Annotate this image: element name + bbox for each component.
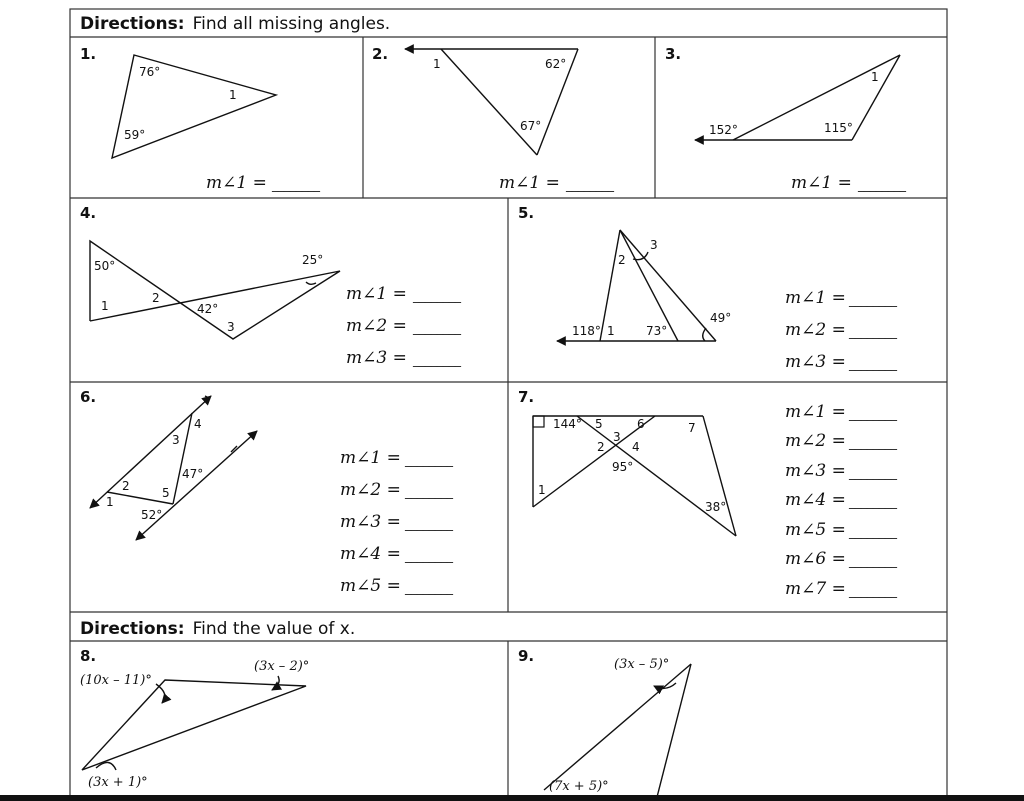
expression-label: (10x – 11)°: [80, 673, 152, 688]
angle-label: 5: [162, 486, 170, 500]
angle-label: 59°: [124, 128, 146, 142]
angle-label: 62°: [545, 57, 567, 71]
triangle-side: [544, 664, 691, 790]
answer-blank[interactable]: ________: [849, 466, 897, 480]
answer-blank[interactable]: ________: [272, 178, 320, 192]
answer-label: m∠2 =: [340, 480, 401, 500]
problem-number: 3.: [665, 45, 682, 63]
answer-blank[interactable]: ________: [413, 289, 461, 303]
answer-blank[interactable]: ________: [405, 549, 453, 563]
problem-8: [80, 647, 309, 790]
answer-label: m∠1 =: [785, 402, 846, 422]
directions-heading-2: [80, 619, 355, 639]
angle-arrow: [156, 684, 165, 703]
angle-label: 3: [172, 433, 180, 447]
problem-4: [80, 204, 462, 368]
answer-blank[interactable]: ________: [849, 293, 897, 307]
answer-blank[interactable]: ________: [413, 353, 461, 367]
angle-label: 1: [106, 495, 114, 509]
angle-label: 2: [152, 291, 160, 305]
problem-number: 8.: [80, 647, 97, 665]
angle-label: 76°: [139, 65, 161, 79]
angle-label: 4: [194, 417, 202, 431]
answer-blank[interactable]: ________: [849, 357, 897, 371]
answer-blank[interactable]: ________: [413, 321, 461, 335]
answer-blank[interactable]: ________: [849, 495, 897, 509]
angle-label: 52°: [141, 508, 163, 522]
answer-blank[interactable]: ________: [566, 178, 614, 192]
answer-blank[interactable]: ________: [849, 436, 897, 450]
angle-label: 47°: [182, 467, 204, 481]
problem-number: 7.: [518, 388, 535, 406]
answer-blank[interactable]: ________: [849, 525, 897, 539]
angle-label: 3: [650, 238, 658, 252]
problem-2: [372, 45, 615, 193]
angle-label: 1: [871, 70, 879, 84]
answer-blank[interactable]: ________: [405, 517, 453, 531]
angle-label: 49°: [710, 311, 732, 325]
answer-label: m∠2 =: [346, 316, 407, 336]
answer-label: m∠4 =: [340, 544, 401, 564]
triangle-side: [733, 55, 900, 140]
angle-label: 25°: [302, 253, 324, 267]
angle-label: 115°: [824, 121, 853, 135]
directions-text: Find the value of x.: [192, 619, 356, 639]
problem-number: 5.: [518, 204, 535, 222]
problem-number: 9.: [518, 647, 535, 665]
answer-label: m∠5 =: [785, 520, 846, 540]
parallel-line: [90, 396, 211, 508]
figure-diagonal: [577, 416, 736, 536]
angle-label: 5: [595, 417, 603, 431]
problem-1: [80, 45, 321, 193]
angle-label: 2: [597, 440, 605, 454]
angle-label: 50°: [94, 259, 116, 273]
problem-6: [80, 388, 454, 596]
answer-label: m∠3 =: [785, 352, 846, 372]
angle-label: 2: [618, 253, 626, 267]
angle-label: 4: [632, 440, 640, 454]
answer-label: m∠1 =: [206, 173, 267, 193]
problem-9: [518, 647, 691, 801]
problem-number: 2.: [372, 45, 389, 63]
angle-label: 3: [613, 430, 621, 444]
answer-blank[interactable]: ________: [849, 407, 897, 421]
problem-number: 4.: [80, 204, 97, 222]
answer-blank[interactable]: ________: [849, 584, 897, 598]
angle-label: 6: [637, 417, 645, 431]
answer-label: m∠6 =: [785, 549, 846, 569]
triangle-side: [441, 49, 537, 155]
answer-label: m∠3 =: [785, 461, 846, 481]
answer-blank[interactable]: ________: [405, 485, 453, 499]
answer-label: m∠4 =: [785, 490, 846, 510]
answer-label: m∠5 =: [340, 576, 401, 596]
answer-blank[interactable]: ________: [849, 325, 897, 339]
angle-label: 1: [607, 324, 615, 338]
angle-arrow: [272, 676, 279, 690]
angle-arc: [703, 328, 706, 341]
angle-label: 118°: [572, 324, 601, 338]
answer-label: m∠3 =: [340, 512, 401, 532]
angle-arc: [306, 282, 316, 284]
angle-label: 1: [538, 483, 546, 497]
angle-label: 1: [229, 88, 237, 102]
answer-label: m∠2 =: [785, 431, 846, 451]
angle-label: 152°: [709, 123, 738, 137]
answer-blank[interactable]: ________: [849, 554, 897, 568]
triangle-side: [620, 230, 716, 341]
angle-label: 3: [227, 320, 235, 334]
angle-label: 67°: [520, 119, 542, 133]
answer-label: m∠1 =: [791, 173, 852, 193]
parallel-mark: [205, 396, 237, 452]
angle-label: 95°: [612, 460, 634, 474]
problem-number: 6.: [80, 388, 97, 406]
answer-label: m∠1 =: [340, 448, 401, 468]
expression-label: (7x + 5)°: [549, 779, 609, 794]
answer-label: m∠2 =: [785, 320, 846, 340]
answer-label: m∠1 =: [499, 173, 560, 193]
figure-side: [703, 416, 736, 536]
transversal: [173, 413, 192, 504]
triangle-figure: [82, 680, 306, 770]
bottom-edge-bar: [0, 795, 1024, 801]
expression-label: (3x – 5)°: [614, 657, 670, 672]
right-angle-mark: [533, 416, 544, 427]
answer-blank[interactable]: ________: [405, 453, 453, 467]
parallel-line: [136, 431, 257, 540]
answer-label: m∠7 =: [785, 579, 846, 599]
directions-text: Find all missing angles.: [192, 14, 391, 34]
angle-label: 38°: [705, 500, 727, 514]
answer-blank[interactable]: ________: [405, 581, 453, 595]
directions-heading-1: [80, 14, 390, 34]
angle-label: 7: [688, 421, 696, 435]
angle-label: 2: [122, 479, 130, 493]
angle-label: 73°: [646, 324, 668, 338]
problem-3: [665, 45, 907, 193]
directions-label: Directions:: [80, 619, 185, 639]
angle-label: 42°: [197, 302, 219, 316]
triangle-figure: [112, 55, 276, 158]
answer-label: m∠1 =: [785, 288, 846, 308]
expression-label: (3x + 1)°: [88, 775, 148, 790]
angle-label: 1: [101, 299, 109, 313]
angle-label: 144°: [553, 417, 582, 431]
angle-label: 1: [433, 57, 441, 71]
answer-blank[interactable]: ________: [858, 178, 906, 192]
expression-label: (3x – 2)°: [254, 659, 310, 674]
answer-label: m∠3 =: [346, 348, 407, 368]
answer-label: m∠1 =: [346, 284, 407, 304]
problem-7: [518, 388, 898, 599]
directions-label: Directions:: [80, 14, 185, 34]
problem-5: [518, 204, 898, 372]
problem-number: 1.: [80, 45, 97, 63]
